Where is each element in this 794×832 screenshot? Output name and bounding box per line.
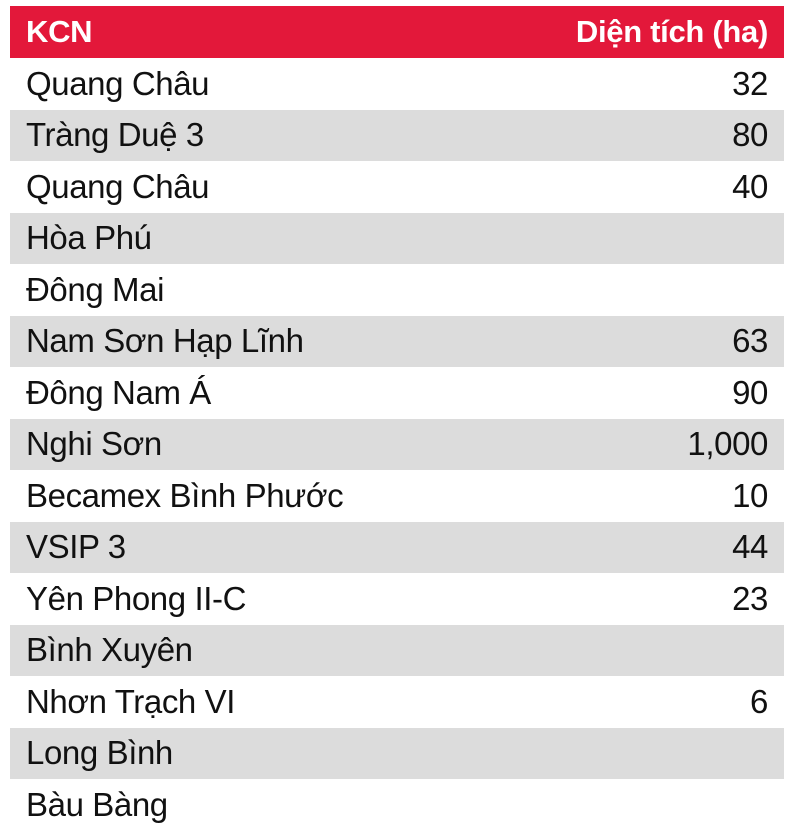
table-row <box>10 625 784 677</box>
table-row <box>10 58 784 110</box>
zone-name: Becamex Bình Phước <box>26 476 344 514</box>
zone-name: Đông Nam Á <box>26 373 211 411</box>
table-body <box>10 58 784 831</box>
table-row <box>10 161 784 213</box>
table-row <box>10 419 784 471</box>
zone-name: Quang Châu <box>26 64 210 102</box>
header-area: Diện tích (ha) <box>575 14 768 49</box>
table-row <box>10 213 784 265</box>
table-row <box>10 779 784 831</box>
zone-name: Quang Châu <box>26 167 210 205</box>
table-row <box>10 676 784 728</box>
zone-area: 44 <box>732 528 768 566</box>
table-row <box>10 470 784 522</box>
zone-area: 6 <box>750 682 768 720</box>
zone-area: 80 <box>732 116 768 154</box>
zone-area: 10 <box>732 476 768 514</box>
zone-name: Hòa Phú <box>26 219 152 257</box>
zone-name: Nam Sơn Hạp Lĩnh <box>26 322 304 360</box>
table-header <box>10 6 784 58</box>
table-row <box>10 728 784 780</box>
zone-area: 90 <box>732 373 768 411</box>
zone-name: Bàu Bàng <box>26 785 168 823</box>
zone-area: 23 <box>732 579 768 617</box>
zone-name: Bình Xuyên <box>26 631 193 669</box>
zone-name: Yên Phong II-C <box>26 579 247 617</box>
header-kcn: KCN <box>26 14 93 49</box>
table-row <box>10 367 784 419</box>
table-row <box>10 264 784 316</box>
zone-name: Nghi Sơn <box>26 425 162 463</box>
zone-area: 63 <box>732 322 768 360</box>
zone-name: Nhơn Trạch VI <box>26 682 236 720</box>
table-row <box>10 573 784 625</box>
table-row <box>10 522 784 574</box>
zone-area: 32 <box>732 64 768 102</box>
table-row <box>10 316 784 368</box>
industrial-zone-table <box>10 6 784 831</box>
zone-name: Long Bình <box>26 734 173 772</box>
zone-name: VSIP 3 <box>26 528 126 566</box>
zone-area: 1,000 <box>687 425 768 463</box>
zone-name: Đông Mai <box>26 270 165 308</box>
table-row <box>10 110 784 162</box>
zone-area: 40 <box>732 167 768 205</box>
zone-name: Tràng Duệ 3 <box>26 116 204 154</box>
